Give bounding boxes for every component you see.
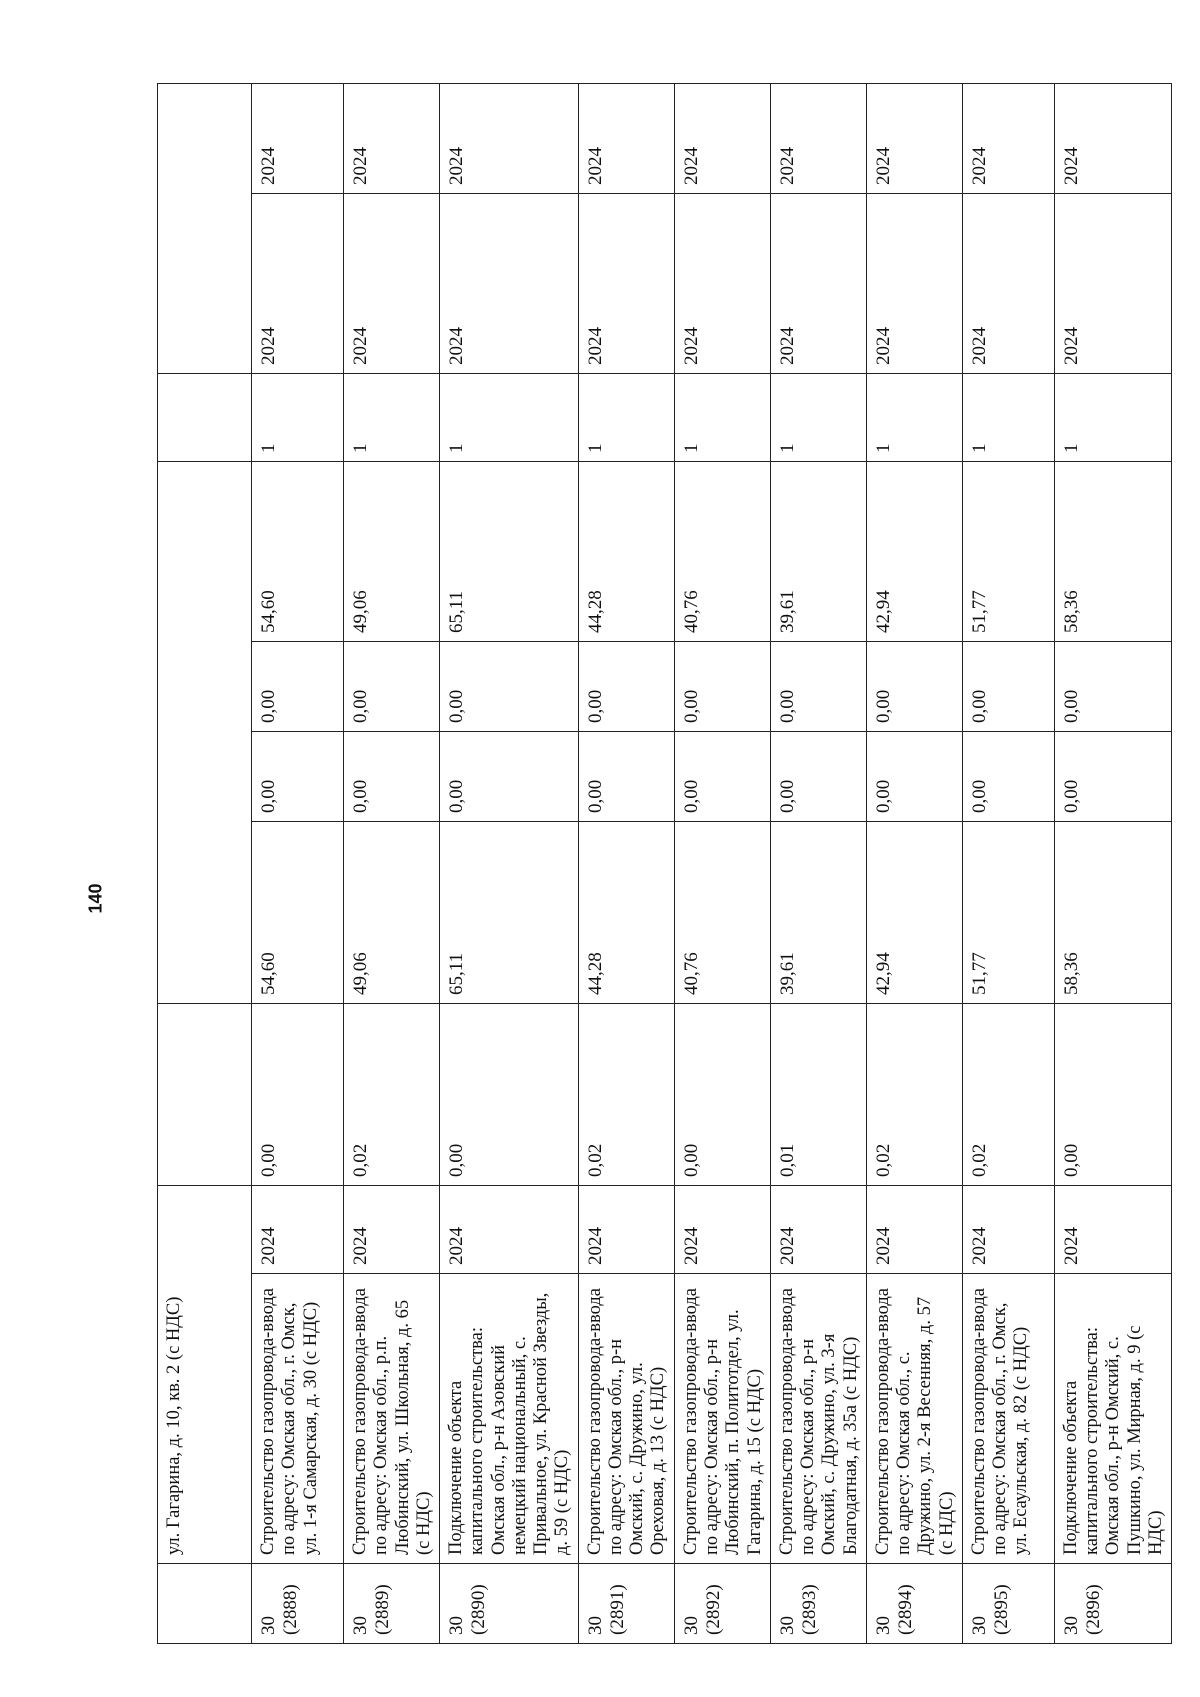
count-cell: 1 — [344, 373, 440, 461]
value-cell: 0,00 — [252, 1003, 344, 1185]
num-cell: 30 (2892) — [674, 1564, 770, 1644]
year-cell: 2024 — [440, 193, 579, 373]
value-cell: 0,02 — [962, 1003, 1054, 1185]
continuation-empty-cell — [158, 461, 252, 1003]
year-start-cell: 2024 — [578, 1185, 674, 1273]
year-cell: 2024 — [344, 83, 440, 193]
year-start-cell: 2024 — [344, 1185, 440, 1273]
count-cell: 1 — [252, 373, 344, 461]
table-container — [157, 84, 1166, 1644]
value-cell: 0,00 — [962, 641, 1054, 731]
value-cell: 42,94 — [866, 461, 962, 641]
value-cell: 0,01 — [770, 1003, 866, 1185]
value-cell: 39,61 — [770, 821, 866, 1003]
object-name-cell: Строительство газопровода-ввода по адресу: Омская обл., с. Дружино, ул. 2-я Весенняя, д. 57 (с НДС) — [866, 1274, 962, 1564]
year-start-cell: 2024 — [962, 1185, 1054, 1273]
value-cell: 51,77 — [962, 461, 1054, 641]
year-start-cell: 2024 — [252, 1185, 344, 1273]
value-cell: 0,00 — [440, 641, 579, 731]
continuation-name-cell: ул. Гагарина, д. 10, кв. 2 (с НДС) — [158, 1185, 252, 1563]
value-cell: 42,94 — [866, 821, 962, 1003]
value-cell: 0,00 — [1054, 1003, 1171, 1185]
count-cell: 1 — [578, 373, 674, 461]
value-cell: 39,61 — [770, 461, 866, 641]
num-cell: 30 (2889) — [344, 1564, 440, 1644]
year-cell: 2024 — [674, 83, 770, 193]
object-name-cell: Строительство газопровода-ввода по адресу: Омская обл., р.п. Любинский, ул. Школьная, д. 65 (с НДС) — [344, 1274, 440, 1564]
value-cell: 0,00 — [674, 1003, 770, 1185]
rotated-table-frame — [157, 84, 1166, 1644]
year-cell: 2024 — [440, 83, 579, 193]
num-cell: 30 (2896) — [1054, 1564, 1171, 1644]
value-cell: 0,00 — [674, 731, 770, 821]
object-name-cell: Строительство газопровода-ввода по адресу: Омская обл., г. Омск, ул. Есаульская, д. 82 (с НДС) — [962, 1274, 1054, 1564]
year-start-cell: 2024 — [866, 1185, 962, 1273]
value-cell: 0,00 — [252, 731, 344, 821]
year-start-cell: 2024 — [674, 1185, 770, 1273]
num-cell: 30 (2895) — [962, 1564, 1054, 1644]
value-cell: 0,00 — [252, 641, 344, 731]
year-cell: 2024 — [252, 193, 344, 373]
page-number — [78, 878, 114, 918]
table-row — [578, 83, 674, 1643]
object-name-cell: Строительство газопровода-ввода по адресу: Омская обл., р-н Любинский, п. Политотдел, ул. Гагарина, д. 15 (с НДС) — [674, 1274, 770, 1564]
year-cell: 2024 — [866, 193, 962, 373]
year-cell: 2024 — [252, 83, 344, 193]
table-row — [770, 83, 866, 1643]
value-cell: 0,02 — [578, 1003, 674, 1185]
count-cell: 1 — [866, 373, 962, 461]
value-cell: 0,00 — [770, 731, 866, 821]
page-number-text: 140 — [85, 882, 106, 914]
value-cell: 0,00 — [962, 731, 1054, 821]
table-row — [962, 83, 1054, 1643]
value-cell: 0,00 — [866, 641, 962, 731]
table-row — [252, 83, 344, 1643]
value-cell: 49,06 — [344, 821, 440, 1003]
value-cell: 65,11 — [440, 821, 579, 1003]
object-name-cell: Строительство газопровода-ввода по адресу: Омская обл., р-н Омский, с. Дружино, ул. Ореховая, д. 13 (с НДС) — [578, 1274, 674, 1564]
value-cell: 44,28 — [578, 821, 674, 1003]
value-cell: 58,36 — [1054, 461, 1171, 641]
count-cell: 1 — [1054, 373, 1171, 461]
value-cell: 0,00 — [344, 641, 440, 731]
value-cell: 58,36 — [1054, 821, 1171, 1003]
value-cell: 0,02 — [866, 1003, 962, 1185]
value-cell: 0,00 — [866, 731, 962, 821]
value-cell: 0,00 — [1054, 731, 1171, 821]
value-cell: 0,00 — [440, 731, 579, 821]
value-cell: 0,00 — [578, 731, 674, 821]
year-cell: 2024 — [962, 83, 1054, 193]
value-cell: 51,77 — [962, 821, 1054, 1003]
value-cell: 0,00 — [674, 641, 770, 731]
value-cell: 65,11 — [440, 461, 579, 641]
year-start-cell: 2024 — [440, 1185, 579, 1273]
year-start-cell: 2024 — [1054, 1185, 1171, 1273]
continuation-empty-cell — [158, 1003, 252, 1185]
table-row — [440, 83, 579, 1643]
value-cell: 0,00 — [344, 731, 440, 821]
year-cell: 2024 — [578, 193, 674, 373]
year-cell: 2024 — [770, 193, 866, 373]
year-cell: 2024 — [578, 83, 674, 193]
year-cell: 2024 — [866, 83, 962, 193]
count-cell: 1 — [440, 373, 579, 461]
count-cell: 1 — [770, 373, 866, 461]
num-cell: 30 (2891) — [578, 1564, 674, 1644]
year-cell: 2024 — [344, 193, 440, 373]
object-name-cell: Строительство газопровода-ввода по адресу: Омская обл., р-н Омский, с. Дружино, ул. 3-я Благодатная, д. 35а (с НДС) — [770, 1274, 866, 1564]
num-cell: 30 (2894) — [866, 1564, 962, 1644]
investment-table — [157, 83, 1172, 1644]
value-cell: 0,00 — [1054, 641, 1171, 731]
value-cell: 54,60 — [252, 821, 344, 1003]
object-name-cell: Подключение объекта капитального строительства: Омская обл., р-н Азовский немецкий национальный, с. Привальное, ул. Красной Звезды, д. 59 (с НДС) — [440, 1274, 579, 1564]
table-row — [344, 83, 440, 1643]
value-cell: 0,00 — [578, 641, 674, 731]
table-row — [866, 83, 962, 1643]
year-cell: 2024 — [1054, 83, 1171, 193]
year-cell: 2024 — [962, 193, 1054, 373]
value-cell: 49,06 — [344, 461, 440, 641]
table-row — [674, 83, 770, 1643]
value-cell: 0,00 — [770, 641, 866, 731]
count-cell: 1 — [962, 373, 1054, 461]
year-cell: 2024 — [770, 83, 866, 193]
continuation-row — [158, 83, 252, 1643]
value-cell: 0,00 — [440, 1003, 579, 1185]
year-cell: 2024 — [674, 193, 770, 373]
year-cell: 2024 — [1054, 193, 1171, 373]
continuation-num-cell — [158, 1564, 252, 1644]
year-start-cell: 2024 — [770, 1185, 866, 1273]
value-cell: 54,60 — [252, 461, 344, 641]
num-cell: 30 (2890) — [440, 1564, 579, 1644]
object-name-cell: Строительство газопровода-ввода по адресу: Омская обл., г. Омск, ул. 1-я Самарская, д. 30 (с НДС) — [252, 1274, 344, 1564]
value-cell: 44,28 — [578, 461, 674, 641]
object-name-cell: Подключение объекта капитального строительства: Омская обл., р-н Омский, с. Пушкино, ул. Мирная, д. 9 (с НДС) — [1054, 1274, 1171, 1564]
table-row — [1054, 83, 1171, 1643]
continuation-empty-cell — [158, 83, 252, 373]
value-cell: 0,02 — [344, 1003, 440, 1185]
value-cell: 40,76 — [674, 461, 770, 641]
num-cell: 30 (2888) — [252, 1564, 344, 1644]
count-cell: 1 — [674, 373, 770, 461]
continuation-empty-cell — [158, 373, 252, 461]
num-cell: 30 (2893) — [770, 1564, 866, 1644]
value-cell: 40,76 — [674, 821, 770, 1003]
